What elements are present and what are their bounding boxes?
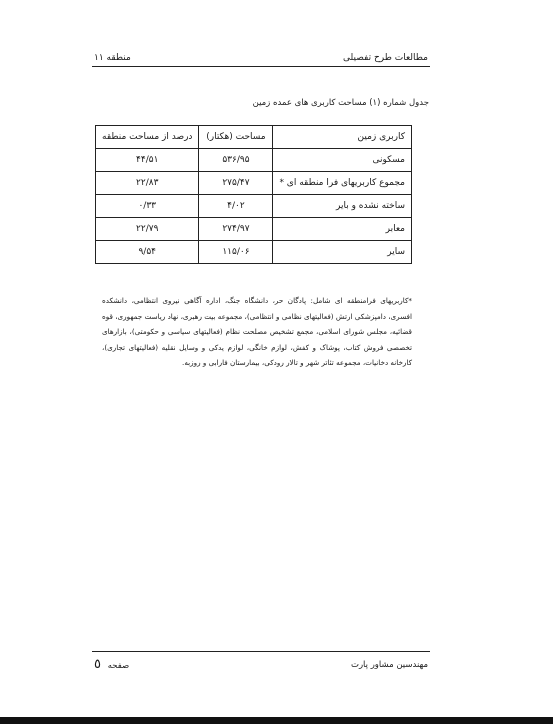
table-row bbox=[96, 241, 412, 264]
cell-percent: ۹/۵۴ bbox=[96, 241, 199, 264]
footer-company: مهندسین مشاور پارت bbox=[350, 660, 428, 670]
land-use-table bbox=[95, 125, 412, 264]
col-header-area: مساحت (هکتار) bbox=[199, 126, 273, 149]
col-header-percent: درصد از مساحت منطقه bbox=[96, 126, 199, 149]
col-header-land-use: کاربری زمین bbox=[273, 126, 412, 149]
cell-percent: ۲۲/۸۳ bbox=[96, 172, 199, 195]
page-header bbox=[92, 48, 430, 67]
cell-land-use: سایر bbox=[273, 241, 412, 264]
cell-area: ۴/۰۲ bbox=[199, 195, 273, 218]
cell-land-use: مجموع کاربریهای فرا منطقه ای * bbox=[273, 172, 412, 195]
table-header-row bbox=[96, 126, 412, 149]
cell-percent: ۰/۳۳ bbox=[96, 195, 199, 218]
cell-land-use: ساخته نشده و بایر bbox=[273, 195, 412, 218]
cell-area: ۲۷۵/۴۷ bbox=[199, 172, 273, 195]
page-footer bbox=[92, 651, 430, 672]
cell-land-use: معابر bbox=[273, 218, 412, 241]
table-row bbox=[96, 149, 412, 172]
bottom-edge-bar bbox=[0, 717, 553, 724]
table-caption: جدول شماره (۱) مساحت کاربری های عمده زمین bbox=[252, 98, 429, 108]
page-label: صفحه bbox=[107, 661, 130, 671]
header-region: منطقه ۱۱ bbox=[94, 53, 131, 63]
cell-area: ۵۳۶/۹۵ bbox=[199, 149, 273, 172]
page-number-block bbox=[94, 657, 129, 672]
table-row bbox=[96, 172, 412, 195]
footnote: *کاربریهای فرامنطقه ای شامل: پادگان حر، دانشگاه جنگ، اداره آگاهی نیروی انتظامی، دانشکده افسری، دامپزشکی ارتش (فعالیتهای نظامی و انتظامی)، مجموعه بیت رهبری، نهاد ریاست جمهوری، قوه قضائیه، مجلس شورای اسلامی، مجمع تشخیص مصلحت نظام (فعالیتهای سیاسی و حکومتی)، بازارهای تخصصی فروش کتاب، پوشاک و کفش، لوازم خانگی، لوازم یدکی و وسایل نقلیه (فعالیتهای تجاری)، کارخانه دخانیات، مجموعه تئاتر شهر و تالار رودکی، بیمارستان فارابی و روزبه. bbox=[102, 296, 412, 367]
cell-area: ۲۷۴/۹۷ bbox=[199, 218, 273, 241]
cell-percent: ۲۲/۷۹ bbox=[96, 218, 199, 241]
cell-land-use: مسکونی bbox=[273, 149, 412, 172]
header-title: مطالعات طرح تفصیلی bbox=[343, 53, 428, 63]
cell-percent: ۴۴/۵۱ bbox=[96, 149, 199, 172]
table-row bbox=[96, 218, 412, 241]
page-number: ٥ bbox=[94, 657, 101, 672]
cell-area: ۱۱۵/۰۶ bbox=[199, 241, 273, 264]
table-row bbox=[96, 195, 412, 218]
